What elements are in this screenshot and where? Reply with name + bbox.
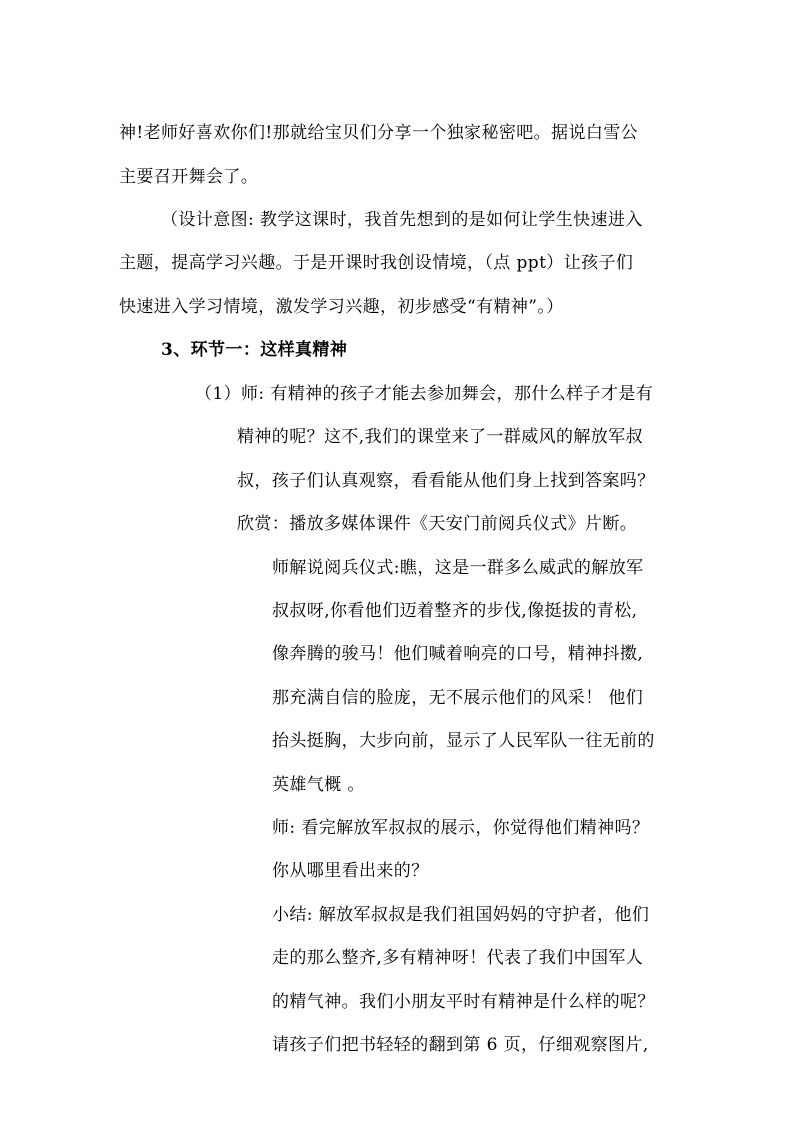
summary-line: 的精气神。我们小朋友平时有精神是什么样的呢？ bbox=[272, 992, 655, 1012]
list-item-line: 欣赏：播放多媒体课件《天安门前阅兵仪式》片断。 bbox=[237, 514, 638, 534]
summary-line: 小结: 解放军叔叔是我们祖国妈妈的守护者，他们 bbox=[272, 905, 650, 925]
summary-line: 走的那么整齐,多有精神呀！代表了我们中国军人 bbox=[272, 948, 644, 968]
narration-line: 抬头挺胸，大步向前，显示了人民军队一往无前的 bbox=[272, 731, 655, 751]
paragraph-line: 神!老师好喜欢你们!那就给宝贝们分享一个独家秘密吧。据说白雪公 bbox=[119, 123, 639, 143]
question-line: 你从哪里看出来的？ bbox=[272, 861, 429, 881]
list-item-line: 精神的呢？这不,我们的课堂来了一群威风的解放军叔 bbox=[237, 427, 644, 447]
section-heading: 3、环节一：这样真精神 bbox=[161, 340, 348, 360]
summary-line: 请孩子们把书轻轻的翻到第 6 页，仔细观察图片, bbox=[272, 1035, 649, 1055]
design-intent-line: 快速进入学习情境，激发学习兴趣，初步感受“有精神”。） bbox=[119, 297, 564, 317]
question-line: 师: 看完解放军叔叔的展示，你觉得他们精神吗？ bbox=[272, 818, 650, 838]
narration-line: 师解说阅兵仪式:瞧，这是一群多么威武的解放军 bbox=[272, 558, 644, 578]
narration-line: 叔叔呀,你看他们迈着整齐的步伐,像挺拔的青松, bbox=[272, 601, 638, 621]
list-item-line: （1）师: 有精神的孩子才能去参加舞会，那什么样子才是有 bbox=[195, 384, 654, 404]
paragraph-line: 主要召开舞会了。 bbox=[119, 167, 259, 187]
design-intent-line: （设计意图: 教学这课时，我首先想到的是如何让学生快速进入 bbox=[161, 210, 643, 230]
narration-line: 像奔腾的骏马！他们喊着响亮的口号，精神抖擞, bbox=[272, 644, 644, 664]
design-intent-line: 主题，提高学习兴趣。于是开课时我创设情境，（点 ppt）让孩子们 bbox=[119, 253, 634, 273]
narration-line: 英雄气概 。 bbox=[272, 775, 365, 795]
list-item-line: 叔，孩子们认真观察，看看能从他们身上找到答案吗？ bbox=[237, 471, 655, 491]
narration-line: 那充满自信的脸庞，无不展示他们的风采！ 他们 bbox=[272, 688, 644, 708]
